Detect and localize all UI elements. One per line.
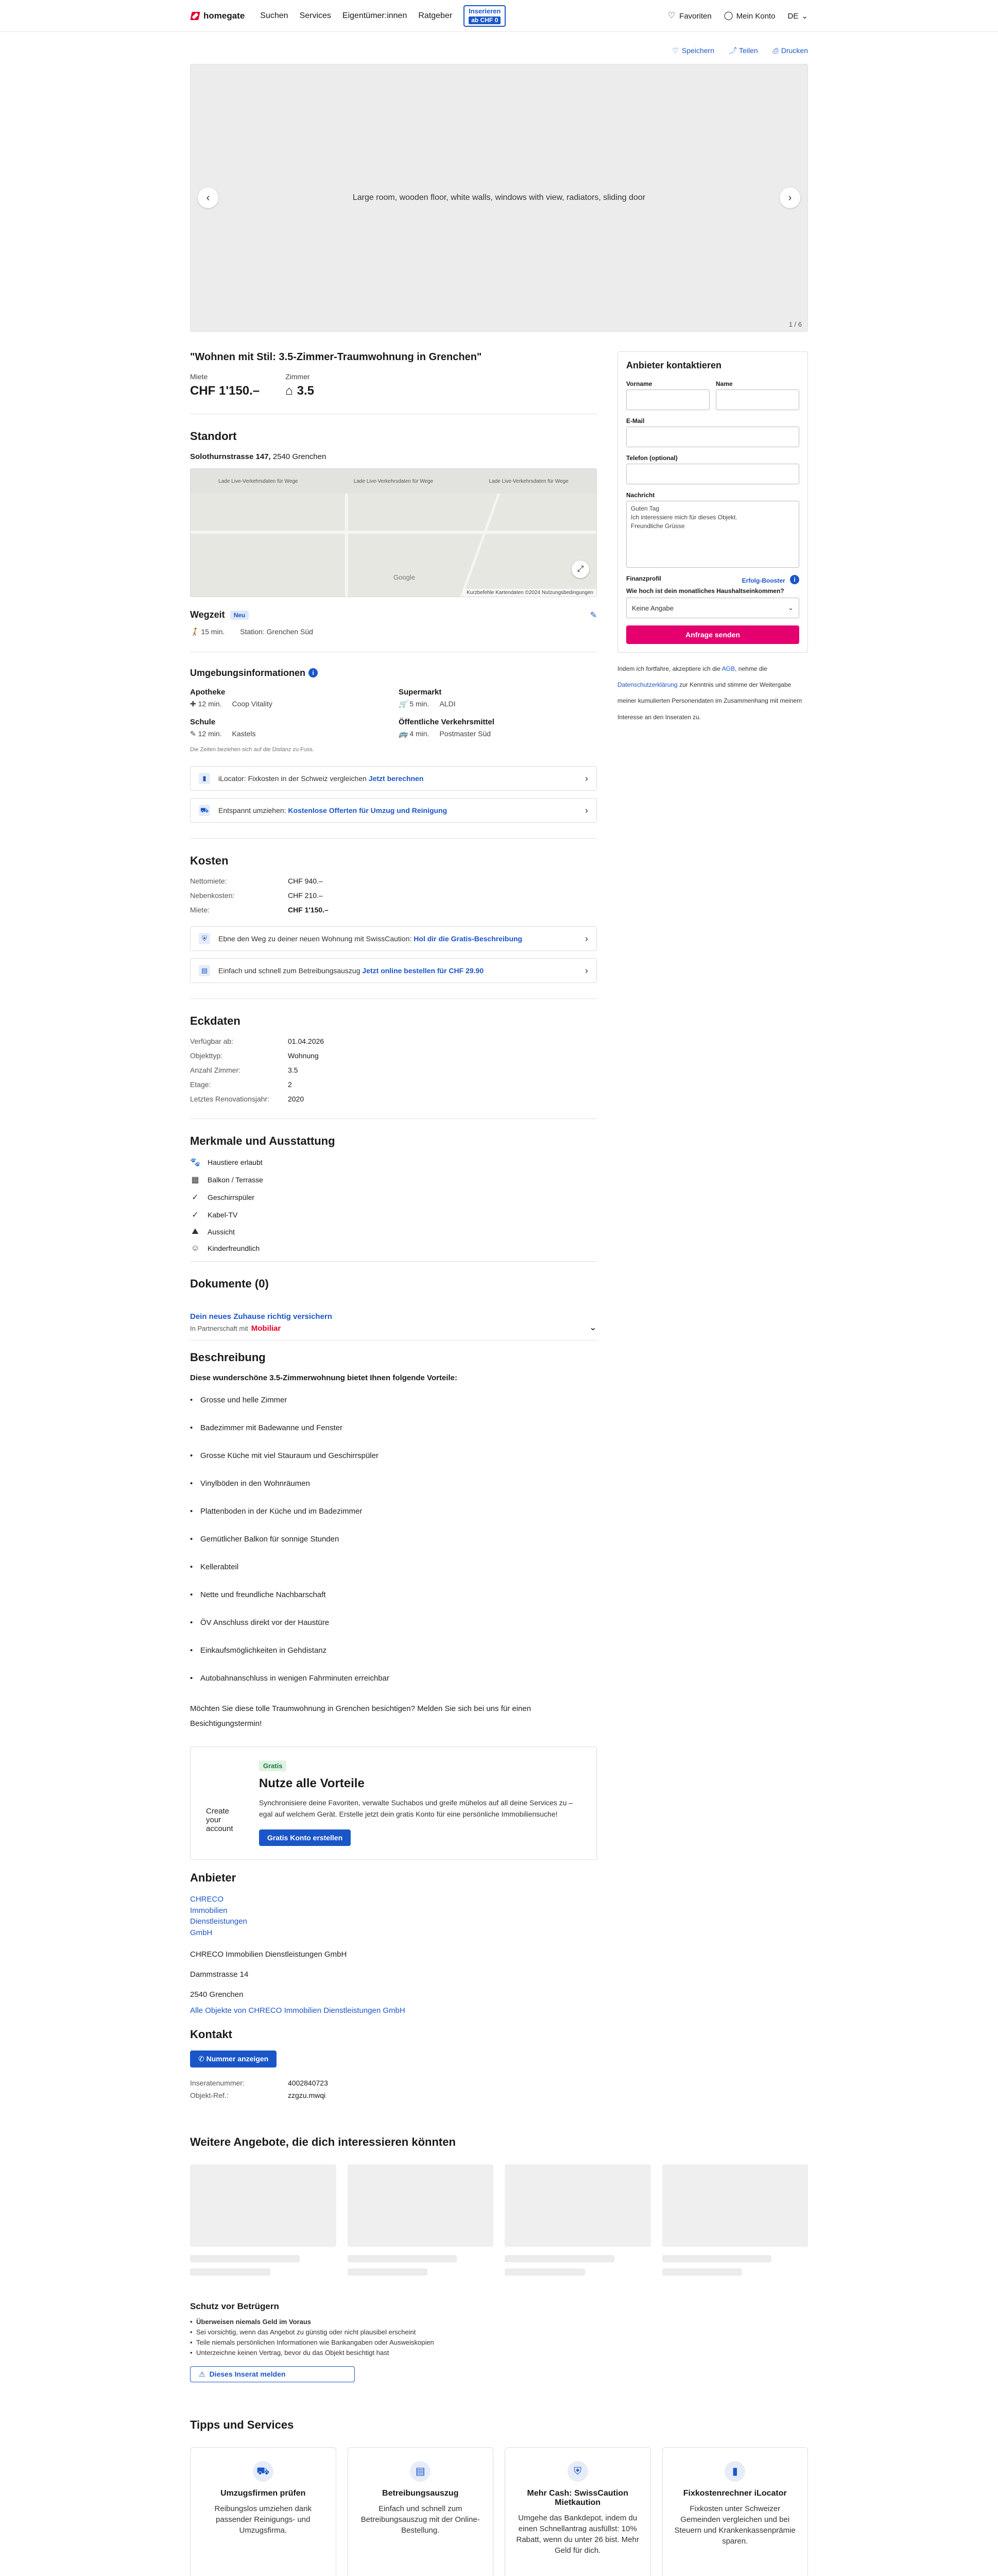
nav-item-search[interactable]: Suchen — [260, 11, 288, 20]
surroundings-item — [399, 688, 597, 708]
share-label: Teilen — [739, 46, 758, 55]
legal-notice — [617, 661, 808, 725]
house-icon: ⌂ — [285, 384, 293, 398]
favorites-button[interactable] — [667, 11, 712, 21]
listing-card-placeholder[interactable] — [348, 2164, 494, 2276]
commute-heading: Wegzeit — [190, 609, 225, 620]
map-loading-note: Lade Live-Verkehrsdaten für Wege — [353, 478, 434, 484]
card-image-placeholder — [190, 2164, 336, 2247]
mobiliar-logo: Mobiliar — [251, 1324, 281, 1333]
main-nav — [260, 11, 452, 21]
surroundings-name: ALDI — [439, 700, 456, 708]
account-promo-title: Nutze alle Vorteile — [259, 1776, 365, 1790]
print-icon: ⎙ — [772, 46, 778, 55]
account-label: Mein Konto — [736, 11, 776, 21]
id-label: Objekt-Ref.: — [190, 2091, 229, 2099]
image-gallery[interactable] — [190, 64, 808, 332]
description-item: • Plattenboden in der Küche und im Badezimmer — [190, 1507, 597, 1516]
listing-title: "Wohnen mit Stil: 3.5-Zimmer-Traumwohnung in Grenchen" — [190, 351, 482, 363]
advertise-price-badge: ab CHF 0 — [469, 16, 501, 24]
description-list — [190, 1396, 597, 1683]
fraud-tip: • Unterzeichne keinen Vertrag, bevor du das Objekt besichtigt hast — [190, 2349, 808, 2357]
surroundings-title: Schule — [190, 718, 216, 726]
share-button[interactable] — [729, 45, 758, 56]
tile-text: Reibungslos umziehen dank passender Reinigungs- und Umzugsfirma. — [214, 2504, 312, 2535]
similar-listings — [190, 2136, 808, 2276]
advertise-button[interactable] — [463, 5, 506, 26]
report-label: Dieses Inserat melden — [209, 2370, 286, 2379]
service-tile[interactable] — [348, 2447, 494, 2576]
income-select-value: Keine Angabe — [632, 604, 674, 612]
bus-icon: 🚌 — [399, 730, 408, 738]
debt-extract-promo[interactable] — [190, 958, 597, 983]
description-item: • Grosse Küche mit viel Stauraum und Geschirrspüler — [190, 1451, 597, 1460]
chevron-right-icon: › — [585, 773, 588, 784]
service-tile[interactable] — [190, 2447, 336, 2576]
commute-header — [190, 609, 597, 620]
service-tile[interactable] — [505, 2447, 651, 2576]
documents-heading: Dokumente (0) — [190, 1277, 269, 1290]
detail-value: 2020 — [288, 1095, 304, 1103]
fraud-tip: • Teile niemals persönlichen Informationen wie Bankangaben oder Ausweiskopien — [190, 2338, 808, 2346]
print-label: Drucken — [781, 46, 808, 55]
rent-value: CHF 1'150.– — [190, 384, 260, 398]
listing-card-placeholder[interactable] — [505, 2164, 651, 2276]
check-icon: ✓ — [192, 1193, 199, 1202]
map-fullscreen-button[interactable] — [572, 561, 589, 578]
cost-value: CHF 940.– — [288, 877, 323, 885]
description-item: • Badezimmer mit Badewanne und Fenster — [190, 1423, 597, 1432]
warning-icon: ⚠ — [199, 2369, 205, 2378]
detail-label: Anzahl Zimmer: — [190, 1066, 241, 1074]
moving-icon: ⛟ — [253, 2461, 273, 2482]
contact-heading: Kontakt — [190, 2027, 232, 2041]
gallery-image-caption: Large room, wooden floor, white walls, windows with view, radiators, sliding door — [352, 193, 646, 202]
description-item: • Autobahnanschluss in wenigen Fahrminuten erreichbar — [190, 1674, 597, 1683]
listing-card-placeholder[interactable] — [190, 2164, 336, 2276]
pet-icon: 🐾 — [190, 1158, 200, 1167]
print-button[interactable] — [772, 45, 808, 56]
heart-icon: ♡ — [667, 11, 676, 20]
new-badge: Neu — [230, 611, 249, 620]
card-image-placeholder — [505, 2164, 651, 2247]
moving-promo[interactable] — [190, 798, 597, 823]
description-item: • ÖV Anschluss direkt vor der Haustüre — [190, 1618, 597, 1627]
cost-label: Nebenkosten: — [190, 891, 235, 900]
ilocator-promo[interactable] — [190, 766, 597, 791]
provider-name: CHRECO Immobilien Dienstleistungen GmbH — [190, 1950, 347, 1959]
surroundings-note: Die Zeiten beziehen sich auf die Distanz zu Fuss. — [190, 747, 314, 753]
account-promo-text: Synchronisiere deine Favoriten, verwalte Suchabos und greife mühelos auf all deine Services zu – egal auf welchem Gerät. Erstelle jetzt dein gratis Konto für eine persönliche Immobiliensuche! — [259, 1799, 573, 1819]
tips-services — [190, 2418, 808, 2576]
tile-title: Betreibungsauszug — [382, 2488, 459, 2498]
heart-icon: ♡ — [672, 46, 679, 55]
tile-text: Einfach und schnell zum Betreibungsauszug mit der Online-Bestellung. — [360, 2504, 480, 2535]
privacy-policy-link[interactable]: Datenschutzerklärung — [617, 681, 678, 689]
chevron-right-icon: › — [585, 933, 588, 944]
provider-logo-link[interactable]: CHRECO Immobilien Dienstleistungen GmbH — [190, 1894, 247, 1938]
shield-icon: ⛨ — [567, 2461, 588, 2482]
id-value: zzgzu.mwqi — [288, 2091, 326, 2099]
share-icon: ⤴ — [729, 46, 736, 55]
address-city: 2540 Grenchen — [272, 452, 326, 461]
map-loading-note: Lade Live-Verkehrsdaten für Wege — [489, 478, 569, 484]
description-item: • Gemütlicher Balkon für sonnige Stunden — [190, 1535, 597, 1544]
map-icon: ▮ — [725, 2461, 745, 2482]
main-content — [190, 344, 597, 2099]
map-loading-note: Lade Live-Verkehrsdaten für Wege — [218, 478, 298, 484]
surroundings-item — [190, 718, 388, 738]
commute-row — [190, 628, 597, 636]
card-image-placeholder — [662, 2164, 808, 2247]
map-brand: Google — [393, 573, 415, 581]
legal-text: Indem ich fortfahre, akzeptiere ich die — [617, 665, 721, 672]
first-name-label: Vorname — [626, 380, 652, 387]
detail-value: 2 — [288, 1080, 292, 1089]
create-account-button[interactable]: Gratis Konto erstellen — [259, 1829, 351, 1846]
chevron-left-icon: ‹ — [206, 192, 210, 204]
surroundings-grid — [190, 688, 597, 738]
last-name-input[interactable] — [716, 389, 799, 410]
moving-icon: ⛟ — [199, 805, 210, 816]
tile-text: Umgehe das Bankdepot, indem du einen Schnellantrag ausfüllst: 10% Rabatt, wenn du unter 26 bist. Mehr Geld für dich. — [516, 2513, 639, 2555]
walk-icon: 🚶 — [190, 628, 199, 636]
contact-sidebar — [617, 344, 808, 2099]
nav-item-guide[interactable]: Ratgeber — [418, 11, 453, 20]
income-question: Wie hoch ist dein monatliches Haushaltseinkommen? — [626, 587, 784, 595]
view-icon: ⛰ — [192, 1227, 199, 1236]
detail-label: Objekttyp: — [190, 1052, 223, 1060]
location-heading: Standort — [190, 430, 237, 443]
surroundings-heading-text: Umgebungsinformationen — [190, 668, 305, 678]
create-account-label: Create your account — [206, 1807, 233, 1833]
features-heading: Merkmale und Ausstattung — [190, 1134, 335, 1147]
chevron-right-icon: › — [585, 805, 588, 816]
feature-label: Kinderfreundlich — [208, 1244, 260, 1252]
edit-commute-button[interactable] — [590, 610, 597, 620]
promo-text: Entspannt umziehen: — [218, 806, 286, 815]
feature-label: Haustiere erlaubt — [208, 1158, 263, 1166]
price-summary — [190, 372, 597, 398]
document-icon: ▤ — [410, 2461, 431, 2482]
feature-label: Geschirrspüler — [208, 1193, 255, 1201]
chevron-down-icon: ⌄ — [801, 12, 808, 21]
provider-street: Dammstrasse 14 — [190, 1970, 249, 1979]
surroundings-title: Öffentliche Verkehrsmittel — [399, 718, 494, 726]
rent-label: Miete — [190, 372, 208, 381]
legal-text: zur Kenntnis und stimme der Weitergabe meiner kumulierten Personendaten im Zusammenhang mit meinem Interesse an den Inseraten zu. — [617, 681, 802, 721]
feature-item — [190, 1175, 597, 1185]
surroundings-time: 5 min. — [409, 700, 429, 708]
contact-form — [617, 351, 808, 653]
show-number-button[interactable] — [190, 2050, 277, 2067]
commute-destination: Station: Grenchen Süd — [240, 628, 313, 636]
promo-link[interactable]: Jetzt online bestellen für CHF 29.90 — [362, 967, 484, 975]
detail-label: Verfügbar ab: — [190, 1037, 234, 1045]
phone-label: Telefon (optional) — [626, 454, 678, 462]
show-number-label: Nummer anzeigen — [206, 2054, 269, 2063]
feature-label: Balkon / Terrasse — [208, 1176, 263, 1184]
chevron-down-icon: ⌄ — [788, 604, 794, 612]
promo-link[interactable]: Kostenlose Offerten für Umzug und Reinigung — [288, 806, 448, 815]
income-select[interactable] — [626, 598, 799, 618]
finance-booster-label: Erfolg-Booster — [742, 577, 785, 584]
user-icon: ◯ — [724, 11, 733, 20]
legal-text: , nehme die — [735, 665, 767, 672]
message-label: Nachricht — [626, 492, 655, 499]
surroundings-time: 12 min. — [198, 730, 222, 738]
chevron-right-icon: › — [788, 192, 792, 204]
message-text: Guten Tag Ich interessiere mich für dieses Objekt. Freundliche Grüsse — [631, 505, 737, 530]
costs-heading: Kosten — [190, 854, 229, 867]
provider-info — [190, 1894, 597, 2016]
child-icon: ☺ — [191, 1244, 200, 1252]
document-icon: ▤ — [199, 965, 210, 976]
surroundings-name: Kastels — [232, 730, 256, 738]
last-name-label: Name — [716, 380, 733, 387]
address — [190, 452, 597, 461]
email-input[interactable] — [626, 427, 799, 447]
tile-title: Mehr Cash: SwissCaution Mietkaution — [527, 2488, 628, 2507]
tile-title: Fixkostenrechner iLocator — [683, 2488, 787, 2498]
feature-label: Kabel-TV — [208, 1211, 238, 1219]
surroundings-name: Postmaster Süd — [439, 730, 491, 738]
description-intro: Diese wunderschöne 3.5-Zimmerwohnung bietet Ihnen folgende Vorteile: — [190, 1374, 457, 1382]
cart-icon: 🛒 — [399, 700, 408, 708]
gallery-next-button[interactable] — [780, 188, 800, 208]
fraud-tip: • Sei vorsichtig, wenn das Angebot zu günstig oder nicht plausibel erscheint — [190, 2328, 808, 2336]
chevron-down-icon: ⌄ — [589, 1322, 597, 1332]
terms-link[interactable]: AGB — [721, 665, 735, 672]
promo-link[interactable]: Jetzt berechnen — [368, 774, 424, 783]
homegate-logo[interactable] — [190, 11, 245, 21]
details-table — [190, 1037, 597, 1103]
details-heading: Eckdaten — [190, 1014, 240, 1027]
cost-value: CHF 1'150.– — [288, 906, 329, 914]
pharmacy-icon: ✚ — [190, 700, 196, 708]
location-map[interactable] — [190, 468, 597, 597]
swisscaution-promo[interactable] — [190, 926, 597, 951]
ilocator-icon: ▮ — [199, 773, 210, 784]
detail-value: 3.5 — [288, 1066, 298, 1074]
feature-item — [190, 1244, 597, 1253]
promo-text: iLocator: Fixkosten in der Schweiz vergleichen — [218, 774, 367, 783]
language-select[interactable] — [788, 11, 808, 21]
feature-item — [190, 1227, 597, 1236]
feature-label: Aussicht — [208, 1228, 235, 1236]
send-request-button[interactable]: Anfrage senden — [626, 625, 799, 644]
service-tile[interactable] — [662, 2447, 808, 2576]
shield-icon: ⛨ — [199, 933, 210, 944]
rooms-value: 3.5 — [297, 384, 314, 398]
listing-card-placeholder[interactable] — [662, 2164, 808, 2276]
report-listing-button[interactable] — [190, 2366, 355, 2382]
feature-item — [190, 1192, 597, 1202]
feature-item — [190, 1157, 597, 1167]
balcony-icon: ▦ — [191, 1176, 199, 1184]
description-item: • Kellerabteil — [190, 1563, 597, 1571]
commute-time: 15 min. — [201, 628, 225, 636]
detail-label: Letztes Renovationsjahr: — [190, 1095, 270, 1103]
nav-item-services[interactable]: Services — [299, 11, 331, 20]
tile-text: Fixkosten unter Schweizer Gemeinden vergleichen und bei Steuern und Krankenkassenprämie sparen. — [674, 2504, 796, 2546]
fullscreen-icon: ⤢ — [577, 565, 584, 573]
account-promo-box — [190, 1747, 597, 1860]
description-item: • Nette und freundliche Nachbarschaft — [190, 1590, 597, 1599]
listing-actions — [190, 32, 808, 64]
insurance-promo[interactable] — [190, 1300, 597, 1341]
id-value: 4002840723 — [288, 2078, 328, 2087]
cost-value: CHF 210.– — [288, 891, 323, 900]
surroundings-item — [190, 688, 388, 708]
free-badge: Gratis — [259, 1760, 287, 1771]
pencil-icon: ✎ — [590, 611, 597, 620]
id-label: Inseratenummer: — [190, 2078, 245, 2087]
info-icon[interactable]: i — [308, 668, 318, 677]
listing-ids — [190, 2079, 597, 2099]
surroundings-title: Apotheke — [190, 688, 226, 697]
tips-heading: Tipps und Services — [190, 2418, 294, 2431]
surroundings-time: 12 min. — [198, 700, 222, 708]
insurance-link[interactable]: Dein neues Zuhause richtig versichern — [190, 1312, 332, 1321]
surroundings-time: 4 min. — [409, 730, 429, 738]
fraud-protection — [190, 2301, 808, 2382]
advertise-label: Inserieren — [469, 7, 501, 15]
provider-heading: Anbieter — [190, 1871, 236, 1884]
partner-note: In Partnerschaft mit — [190, 1325, 248, 1332]
info-icon: i — [790, 575, 799, 584]
provider-all-listings-link[interactable]: Alle Objekte von CHRECO Immobilien Dienstleistungen GmbH — [190, 2006, 405, 2015]
promo-text: Ebne den Weg zu deiner neuen Wohnung mit SwissCaution: — [218, 935, 412, 943]
check-icon: ✓ — [192, 1211, 199, 1219]
fraud-tip: • Überweisen niemals Geld im Voraus — [190, 2318, 808, 2326]
surroundings-heading — [190, 668, 597, 679]
email-label: E-Mail — [626, 417, 645, 425]
gallery-counter: 1 / 6 — [788, 320, 802, 328]
surroundings-name: Coop Vitality — [232, 700, 272, 708]
description-closing: Möchten Sie diese tolle Traumwohnung in Grenchen besichtigen? Melden Sie sich bei uns für einen Besichtigungstermin! — [190, 1704, 531, 1728]
first-name-input[interactable] — [626, 389, 710, 410]
card-image-placeholder — [348, 2164, 494, 2247]
description-item: • Einkaufsmöglichkeiten in Gehdistanz — [190, 1646, 597, 1655]
feature-item — [190, 1210, 597, 1220]
description-item: • Grosse und helle Zimmer — [190, 1396, 597, 1404]
favorites-label: Favoriten — [679, 11, 712, 21]
language-label: DE — [787, 11, 799, 21]
features-list — [190, 1157, 597, 1253]
similar-heading: Weitere Angebote, die dich interessieren könnten — [190, 2135, 456, 2148]
gallery-prev-button[interactable] — [198, 188, 218, 208]
finance-booster-link[interactable] — [742, 575, 799, 584]
save-label: Speichern — [682, 46, 715, 55]
school-icon: ✎ — [190, 730, 196, 738]
detail-value: Wohnung — [288, 1052, 319, 1060]
provider-city: 2540 Grenchen — [190, 1990, 244, 1999]
address-street: Solothurnstrasse 147, — [190, 452, 271, 461]
phone-icon: ✆ — [198, 2054, 204, 2063]
message-textarea[interactable] — [626, 501, 799, 568]
tile-title: Umzugsfirmen prüfen — [220, 2488, 306, 2498]
rooms-label: Zimmer — [285, 372, 310, 381]
description-item: • Vinylböden in den Wohnräumen — [190, 1479, 597, 1488]
brand-name: homegate — [203, 11, 245, 21]
promo-text: Einfach und schnell zum Betreibungsauszug — [218, 967, 360, 975]
detail-value: 01.04.2026 — [288, 1037, 324, 1045]
description-heading: Beschreibung — [190, 1351, 266, 1364]
surroundings-item — [399, 718, 597, 738]
promo-link[interactable]: Hol dir die Gratis-Beschreibung — [414, 935, 523, 943]
surroundings-title: Supermarkt — [399, 688, 442, 697]
cost-label: Nettomiete: — [190, 877, 227, 885]
fraud-heading: Schutz vor Betrügern — [190, 2301, 279, 2311]
phone-input[interactable] — [626, 464, 799, 484]
chevron-right-icon: › — [585, 965, 588, 976]
cost-label: Miete: — [190, 906, 210, 914]
costs-table — [190, 877, 597, 914]
save-button[interactable] — [672, 45, 714, 56]
finance-profile-label: Finanzprofil — [626, 575, 661, 582]
homegate-logo-icon — [190, 11, 200, 21]
detail-label: Etage: — [190, 1080, 211, 1089]
nav-item-owners[interactable]: Eigentümer:innen — [342, 11, 407, 20]
contact-form-heading: Anbieter kontaktieren — [626, 360, 722, 370]
account-button[interactable] — [724, 11, 776, 21]
map-footer: Kurzbefehle Kartendaten ©2024 Nutzungsbedingungen — [463, 589, 596, 597]
top-navigation-bar — [0, 0, 998, 32]
